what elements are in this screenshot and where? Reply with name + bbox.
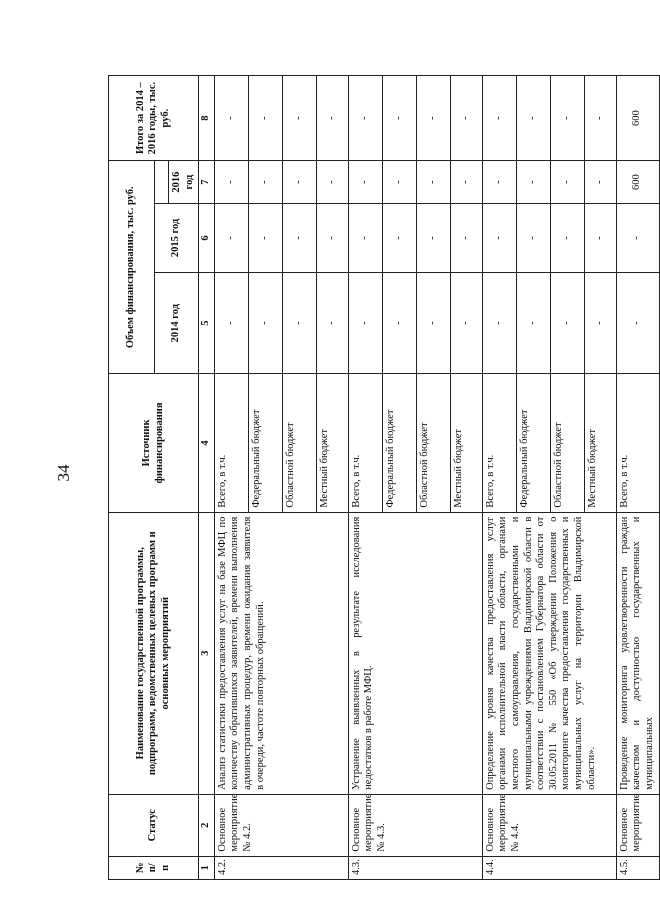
value-2016: - <box>550 161 584 204</box>
table-row <box>616 76 659 880</box>
value-2015: - <box>316 203 348 272</box>
column-number: 7 <box>199 161 215 204</box>
value-2015: - <box>348 203 382 272</box>
value-2014: - <box>348 273 382 374</box>
value-2016: 600 <box>616 161 659 204</box>
value-2016: - <box>482 161 516 204</box>
header-source: Источник финансирования <box>109 374 199 512</box>
row-description: Устранение выявленных в результате исследования недостатков в работе МФЦ. <box>348 512 482 794</box>
row-number: 4.5. <box>616 856 659 879</box>
column-number: 3 <box>199 512 215 794</box>
value-total: - <box>282 76 316 161</box>
value-total: - <box>550 76 584 161</box>
value-2015: - <box>482 203 516 272</box>
table-row <box>214 76 248 880</box>
source-name: Местный бюджет <box>584 374 616 512</box>
value-2014: - <box>316 273 348 374</box>
value-2014: - <box>416 273 450 374</box>
value-total: - <box>348 76 382 161</box>
header-status: Статус <box>109 794 199 856</box>
header-name: Наименование государственной программы, подпрограмм, ведомственных целевых программ и основных мероприятий <box>109 512 199 794</box>
source-name: Федеральный бюджет <box>516 374 550 512</box>
value-2016: - <box>282 161 316 204</box>
value-2015: - <box>516 203 550 272</box>
value-2015: - <box>616 203 659 272</box>
column-number: 5 <box>199 273 215 374</box>
value-2016: - <box>382 161 416 204</box>
header-2014: 2014 год <box>155 273 199 374</box>
value-2016: - <box>584 161 616 204</box>
value-2015: - <box>248 203 282 272</box>
value-2015: - <box>584 203 616 272</box>
column-number: 2 <box>199 794 215 856</box>
value-2016: - <box>316 161 348 204</box>
header-funding: Объем финансирования, тыс. руб. <box>109 161 155 374</box>
value-2016: - <box>248 161 282 204</box>
rotated-table-wrapper <box>108 75 655 880</box>
row-number: 4.3. <box>348 856 482 879</box>
source-name: Местный бюджет <box>450 374 482 512</box>
source-name: Федеральный бюджет <box>248 374 282 512</box>
value-2014: - <box>248 273 282 374</box>
value-2016: - <box>450 161 482 204</box>
source-name: Областной бюджет <box>416 374 450 512</box>
table-row <box>482 76 516 880</box>
value-2014: - <box>450 273 482 374</box>
value-total: 600 <box>616 76 659 161</box>
row-description: Определение уровня качества предоставления услуг органами исполнительной власти области, органами местного самоуправления, государственными и муниципальными учреждениями Владимирской области в соответствии с постановлением Губернатора области от 30.05.2011 № 550 «Об утверждении Положения о мониторинге качества предоставления государственных и муниципальных услуг на территории Владимирской области». <box>482 512 616 794</box>
header-2016-top <box>155 161 169 204</box>
value-2016: - <box>214 161 248 204</box>
value-2015: - <box>416 203 450 272</box>
value-2014: - <box>214 273 248 374</box>
value-2015: - <box>214 203 248 272</box>
value-2014: - <box>550 273 584 374</box>
column-number: 8 <box>199 76 215 161</box>
value-2016: - <box>416 161 450 204</box>
value-total: - <box>584 76 616 161</box>
value-2014: - <box>282 273 316 374</box>
row-description: Проведение мониторинга удовлетворенности граждан качеством и доступностью государственных и муниципальных <box>616 512 659 794</box>
value-2015: - <box>382 203 416 272</box>
source-name: Всего, в т.ч. <box>616 374 659 512</box>
value-total: - <box>382 76 416 161</box>
value-2015: - <box>550 203 584 272</box>
page-number: 34 <box>54 464 73 482</box>
row-status: Основное мероприятие № 4.2. <box>214 794 348 856</box>
source-name: Местный бюджет <box>316 374 348 512</box>
value-total: - <box>316 76 348 161</box>
source-name: Всего, в т.ч. <box>214 374 248 512</box>
value-2014: - <box>482 273 516 374</box>
value-total: - <box>416 76 450 161</box>
value-2014: - <box>584 273 616 374</box>
column-number: 1 <box>199 856 215 879</box>
table-row <box>348 76 382 880</box>
value-2014: - <box>616 273 659 374</box>
header-total: Итого за 2014 – 2016 годы, тыс. руб. <box>109 76 199 161</box>
source-name: Всего, в т.ч. <box>348 374 382 512</box>
source-name: Областной бюджет <box>282 374 316 512</box>
column-number: 4 <box>199 374 215 512</box>
row-number: 4.4. <box>482 856 616 879</box>
row-number: 4.2. <box>214 856 348 879</box>
value-total: - <box>516 76 550 161</box>
row-status: Основное мероприятие № 4.3. <box>348 794 482 856</box>
column-number: 6 <box>199 203 215 272</box>
source-name: Областной бюджет <box>550 374 584 512</box>
source-name: Федеральный бюджет <box>382 374 416 512</box>
funding-table <box>108 75 660 880</box>
value-2014: - <box>516 273 550 374</box>
value-2015: - <box>282 203 316 272</box>
value-total: - <box>214 76 248 161</box>
value-total: - <box>248 76 282 161</box>
header-2016: 2016 год <box>169 161 199 204</box>
value-total: - <box>450 76 482 161</box>
source-name: Всего, в т.ч. <box>482 374 516 512</box>
row-description: Анализ статистики предоставления услуг на базе МФЦ по количеству обратившихся заявителей, времени выполнения административных процедур, времени ожидания заявителя в очереди, частоте повторных обращений. <box>214 512 348 794</box>
header-2015: 2015 год <box>155 203 199 272</box>
row-status: Основное мероприятие <box>616 794 659 856</box>
value-2016: - <box>516 161 550 204</box>
value-2014: - <box>382 273 416 374</box>
value-total: - <box>482 76 516 161</box>
row-status: Основное мероприятие № 4.4. <box>482 794 616 856</box>
value-2016: - <box>348 161 382 204</box>
value-2015: - <box>450 203 482 272</box>
header-num: № п/п <box>109 856 199 879</box>
column-numbers-row <box>199 76 215 880</box>
